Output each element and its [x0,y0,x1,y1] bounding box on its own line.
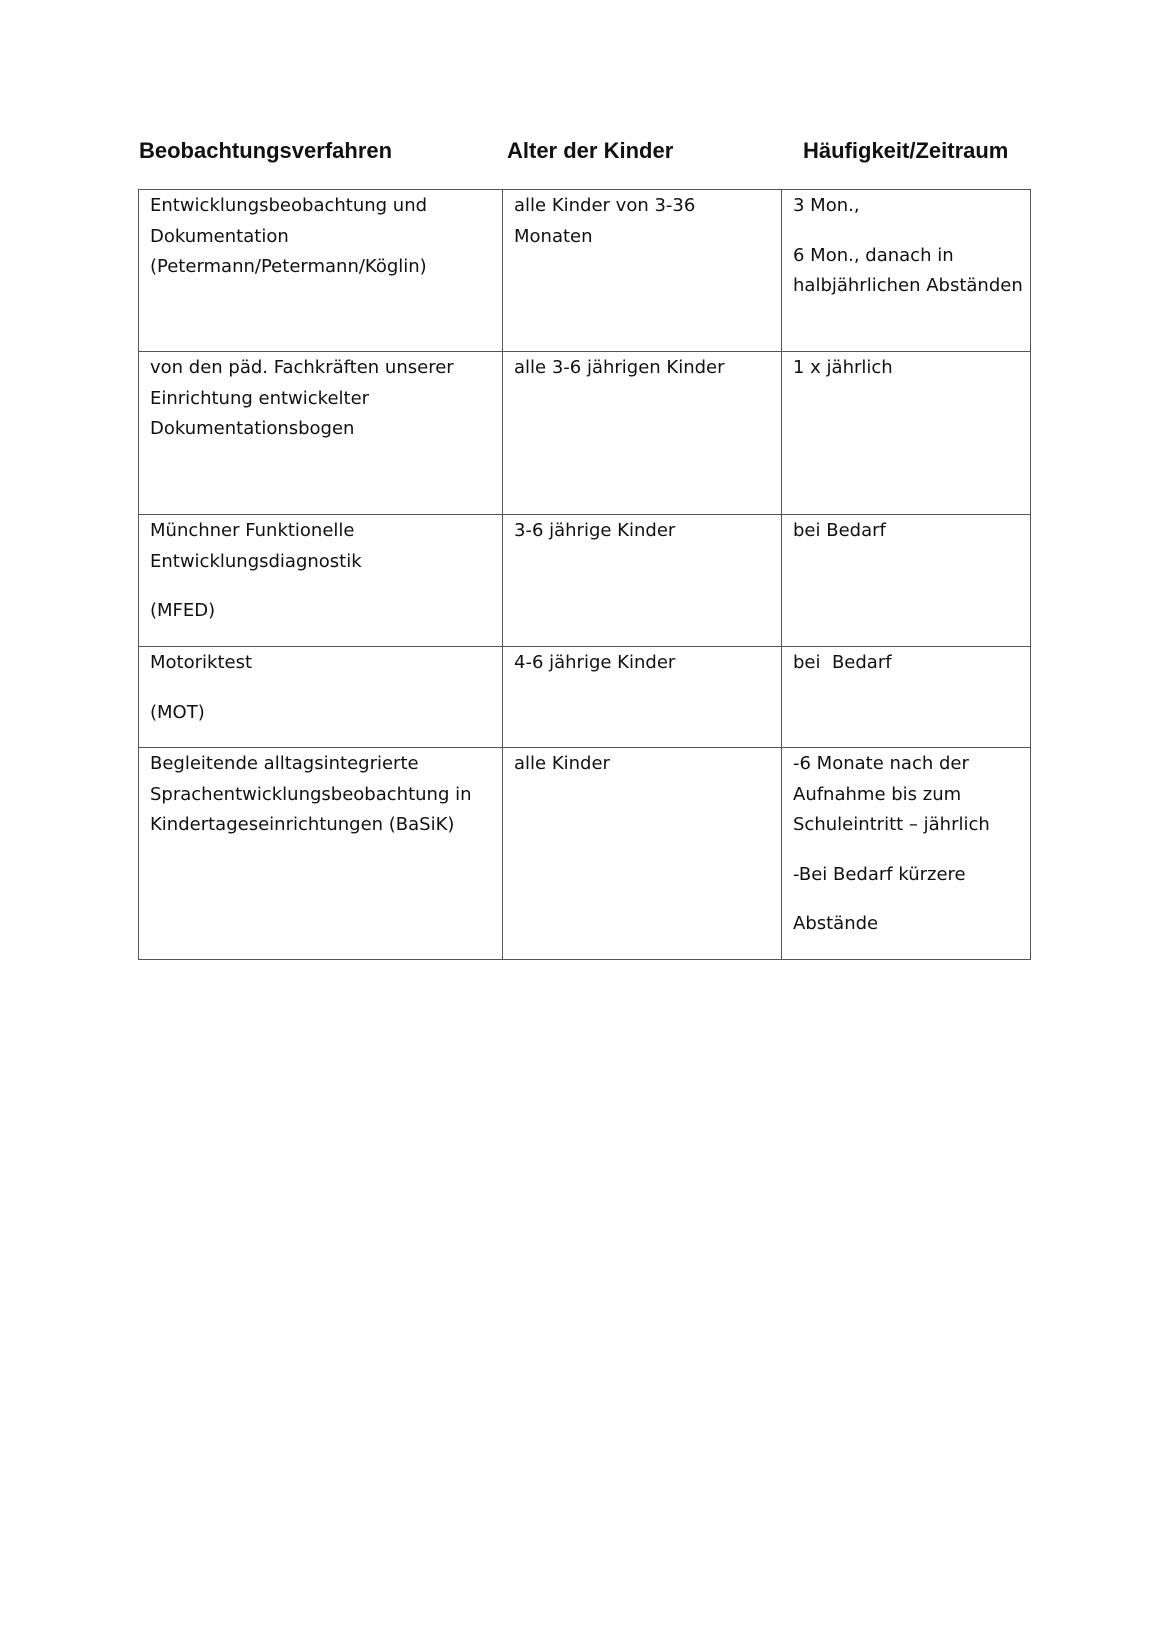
frequency-line: bei Bedarf [793,652,892,673]
age-cell [503,748,782,960]
method-cell [139,748,503,960]
frequency-cell [782,190,1031,352]
age-cell [503,190,782,352]
method-line: Sprachentwicklungsbeobachtung in [150,783,472,805]
method-line: Entwicklungsdiagnostik [150,550,362,572]
age-line: alle Kinder [514,753,610,774]
method-line: (MFED) [150,600,216,621]
method-line: Einrichtung entwickelter [150,387,370,409]
header-frequency: Häufigkeit/Zeitraum [803,138,1009,163]
method-cell [139,647,503,748]
method-line: Motoriktest [150,652,253,673]
table-row [139,748,1031,960]
table-row [139,647,1031,748]
method-line: Kindertageseinrichtungen (BaSiK) [150,814,455,835]
method-line: (MOT) [150,701,205,723]
method-line: (Petermann/Petermann/Köglin) [150,256,427,277]
age-cell [503,647,782,748]
method-line: Dokumentation [150,225,289,247]
frequency-line: Abstände [793,913,879,934]
header-method: Beobachtungsverfahren [139,138,393,163]
age-line: alle Kinder von 3-36 [514,195,696,216]
frequency-line: 6 Mon., danach in [793,244,954,266]
age-line: 4-6 jährige Kinder [514,652,676,673]
method-cell [139,515,503,647]
age-cell [503,352,782,515]
method-cell [139,190,503,352]
frequency-line: -Bei Bedarf kürzere [793,863,966,885]
frequency-cell [782,515,1031,647]
method-line: von den päd. Fachkräften unserer [150,357,454,378]
frequency-cell [782,352,1031,515]
method-line: Begleitende alltagsintegrierte [150,753,419,774]
table-row [139,352,1031,515]
frequency-line: halbjährlichen Abständen [793,275,1023,296]
age-cell [503,515,782,647]
frequency-cell [782,647,1031,748]
age-line: alle 3-6 jährigen Kinder [514,357,725,378]
age-line: Monaten [514,225,593,247]
header-age: Alter der Kinder [507,138,674,163]
frequency-line: -6 Monate nach der [793,753,969,774]
frequency-line: Schuleintritt – jährlich [793,814,990,835]
frequency-line: Aufnahme bis zum [793,783,962,805]
frequency-line: 1 x jährlich [793,357,893,378]
table-row [139,190,1031,352]
table-header-row [0,136,1160,170]
method-line: Entwicklungsbeobachtung und [150,195,428,216]
frequency-cell [782,748,1031,960]
method-line: Dokumentationsbogen [150,418,355,439]
frequency-line: bei Bedarf [793,520,886,541]
observation-methods-table [138,189,1031,960]
method-line: Münchner Funktionelle [150,520,355,541]
method-cell [139,352,503,515]
age-line: 3-6 jährige Kinder [514,520,676,541]
frequency-line: 3 Mon., [793,195,860,216]
table-row [139,515,1031,647]
